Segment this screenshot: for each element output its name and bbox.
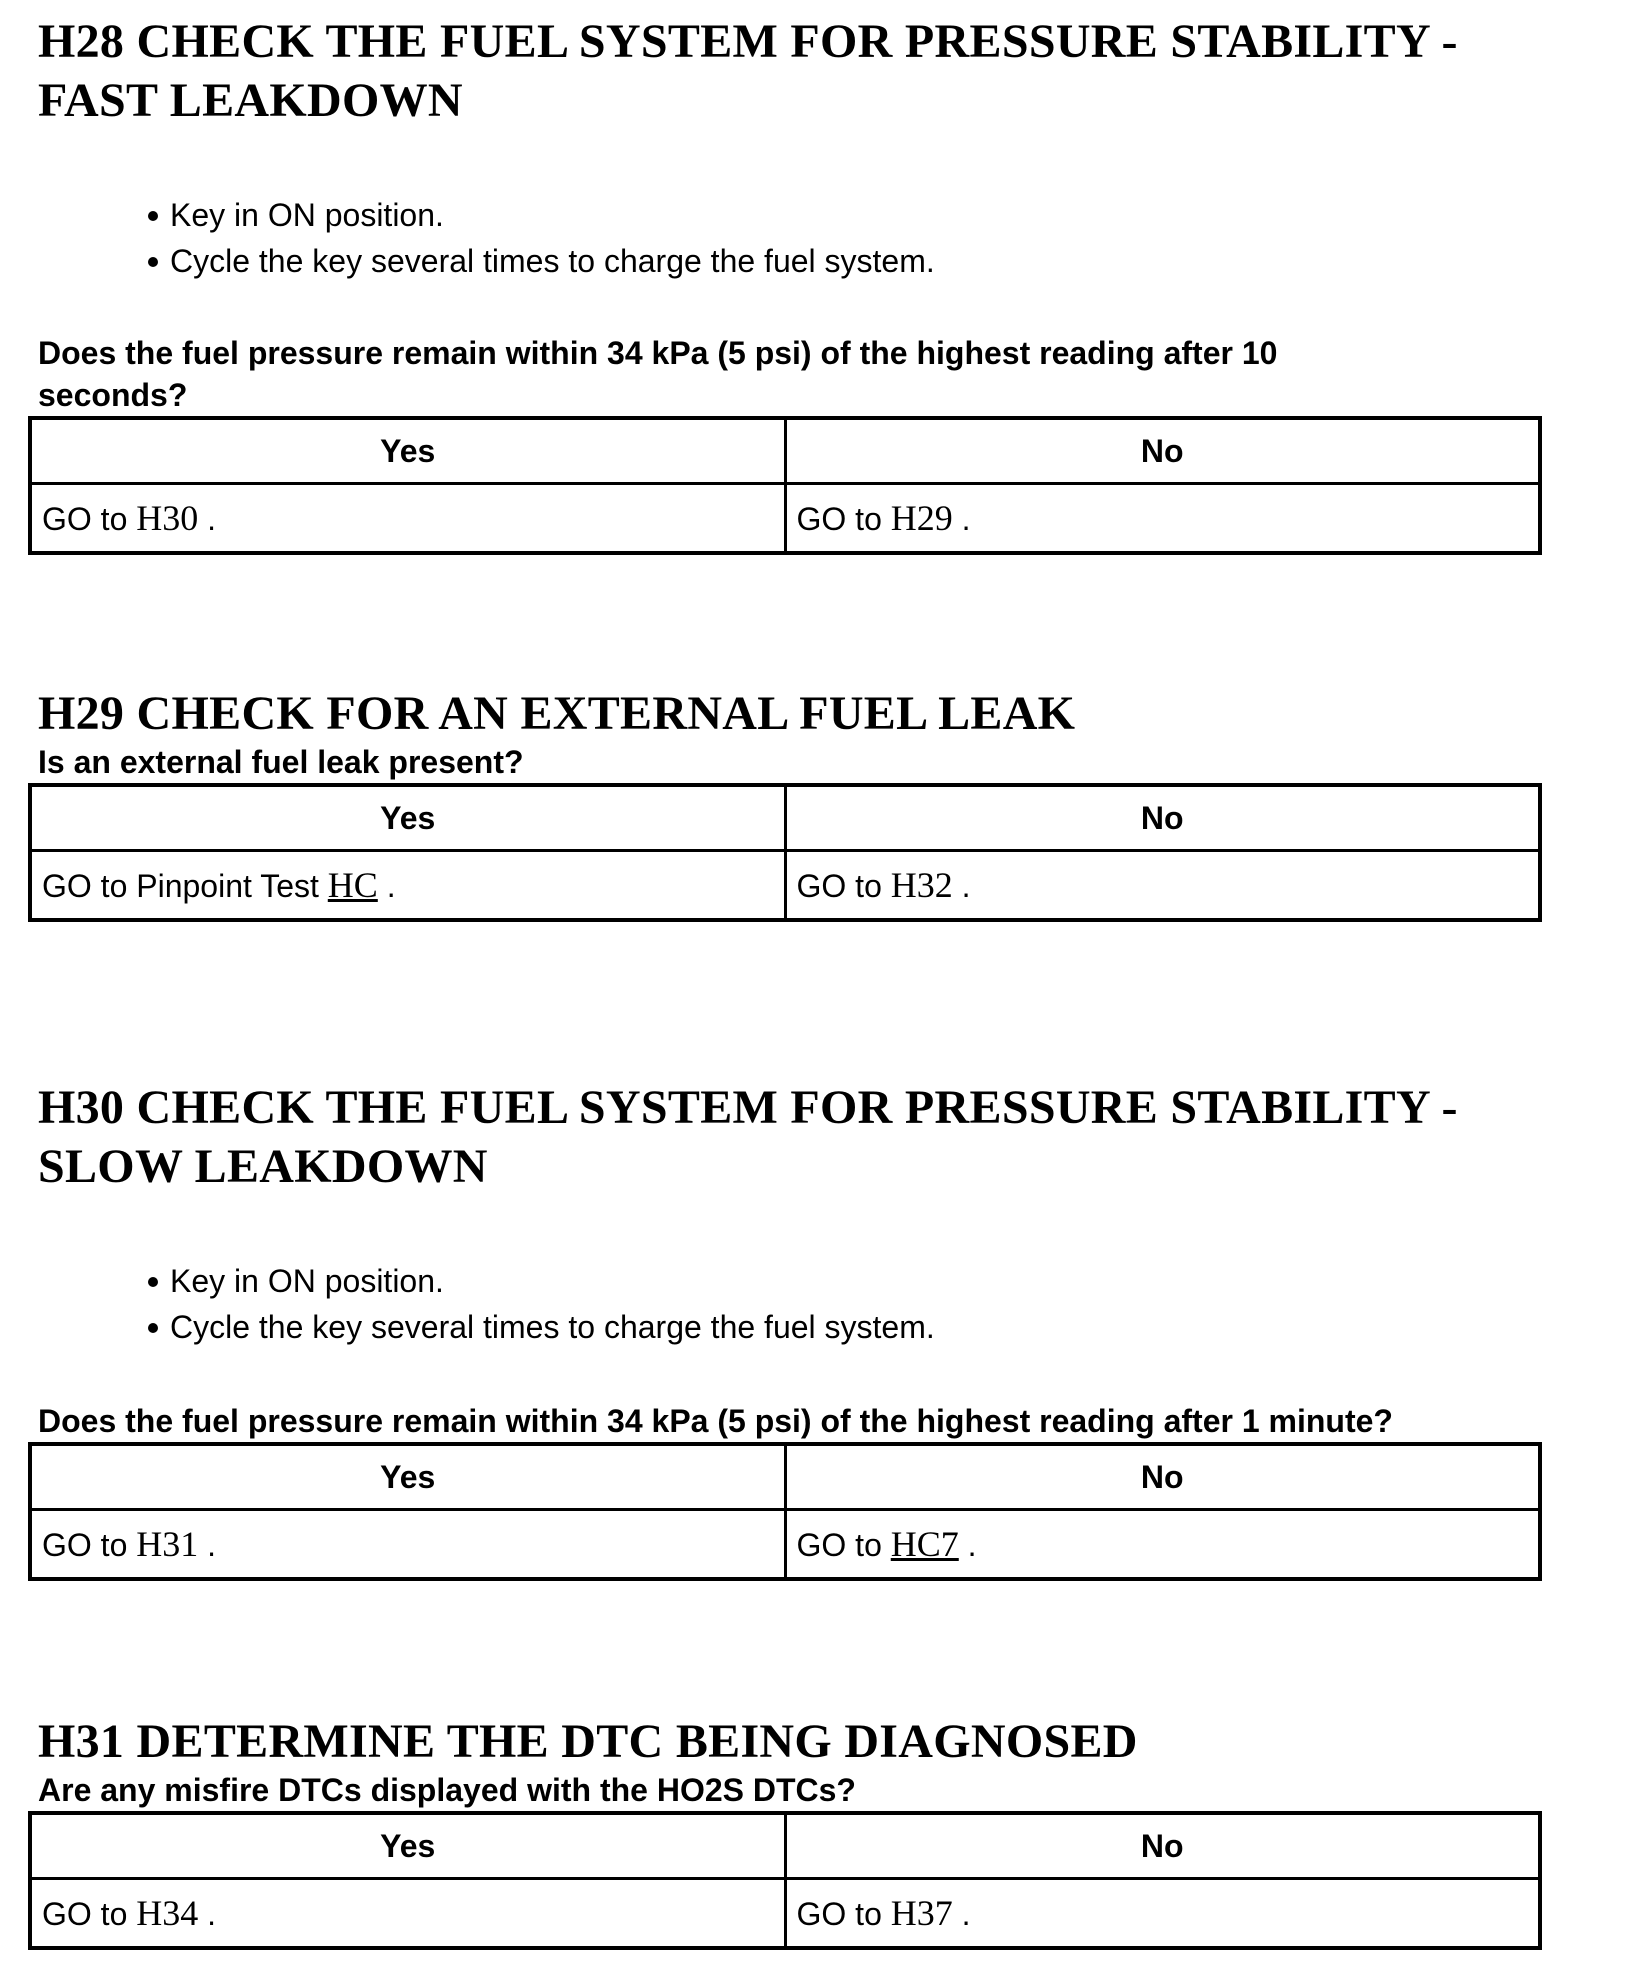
step-title-line: SLOW LEAKDOWN	[38, 1140, 488, 1193]
instruction-text: Key in ON position.	[170, 1263, 444, 1299]
step-title-line: H30 CHECK THE FUEL SYSTEM FOR PRESSURE STABILITY -	[38, 1081, 1458, 1134]
step-h30	[38, 1078, 1638, 1581]
step-title-line: H31 DETERMINE THE DTC BEING DIAGNOSED	[38, 1715, 1138, 1768]
instruction-item	[148, 238, 1638, 284]
no-step-ref: H37	[890, 1893, 953, 1933]
yes-header: Yes	[30, 418, 785, 484]
bullet-icon	[148, 257, 158, 267]
question-line: Are any misfire DTCs displayed with the HO2S DTCs?	[38, 1772, 856, 1808]
answer-table	[28, 783, 1542, 922]
hc7-link[interactable]: HC7	[890, 1524, 959, 1564]
step-title	[38, 1078, 1638, 1196]
no-header: No	[785, 785, 1540, 851]
question-line: Does the fuel pressure remain within 34 kPa (5 psi) of the highest reading after 10	[38, 335, 1278, 371]
no-header: No	[785, 418, 1540, 484]
no-step-ref: H29	[890, 498, 953, 538]
yes-action: GO to Pinpoint Test HC .	[30, 851, 785, 921]
bullet-icon	[148, 1277, 158, 1287]
answer-table	[28, 1442, 1542, 1581]
step-title-line: H29 CHECK FOR AN EXTERNAL FUEL LEAK	[38, 687, 1076, 740]
yes-step-ref: H31	[136, 1524, 199, 1564]
instruction-list	[38, 192, 1638, 284]
step-h29	[38, 684, 1638, 922]
step-h31	[38, 1712, 1638, 1950]
question	[38, 741, 1638, 783]
step-h28	[38, 12, 1638, 555]
answer-table	[28, 416, 1542, 555]
answer-table	[28, 1811, 1542, 1950]
yes-header: Yes	[30, 1813, 785, 1879]
yes-action: GO to H30 .	[30, 484, 785, 554]
yes-step-ref: H30	[136, 498, 199, 538]
yes-header: Yes	[30, 1444, 785, 1510]
instruction-item	[148, 192, 1638, 238]
instruction-list	[38, 1258, 1638, 1350]
step-title	[38, 684, 1638, 743]
step-title	[38, 12, 1638, 130]
pinpoint-test-hc-link[interactable]: HC	[327, 865, 378, 905]
question	[38, 1769, 1638, 1811]
bullet-icon	[148, 1323, 158, 1333]
question	[38, 1400, 1638, 1442]
no-step-ref: H32	[890, 865, 953, 905]
instruction-text: Cycle the key several times to charge the fuel system.	[170, 243, 935, 279]
step-title-line: FAST LEAKDOWN	[38, 74, 463, 127]
no-header: No	[785, 1444, 1540, 1510]
instruction-text: Key in ON position.	[170, 197, 444, 233]
no-action: GO to HC7 .	[785, 1510, 1540, 1580]
yes-action: GO to H34 .	[30, 1879, 785, 1949]
question-line: Is an external fuel leak present?	[38, 744, 524, 780]
question-line: Does the fuel pressure remain within 34 kPa (5 psi) of the highest reading after 1 minute?	[38, 1403, 1393, 1439]
instruction-item	[148, 1258, 1638, 1304]
bullet-icon	[148, 211, 158, 221]
yes-header: Yes	[30, 785, 785, 851]
question-line: seconds?	[38, 377, 188, 413]
question	[38, 332, 1638, 416]
instruction-text: Cycle the key several times to charge the fuel system.	[170, 1309, 935, 1345]
no-header: No	[785, 1813, 1540, 1879]
instruction-item	[148, 1304, 1638, 1350]
yes-step-ref: H34	[136, 1893, 199, 1933]
no-action: GO to H37 .	[785, 1879, 1540, 1949]
step-title-line: H28 CHECK THE FUEL SYSTEM FOR PRESSURE STABILITY -	[38, 15, 1458, 68]
step-title	[38, 1712, 1638, 1771]
no-action: GO to H29 .	[785, 484, 1540, 554]
yes-action: GO to H31 .	[30, 1510, 785, 1580]
no-action: GO to H32 .	[785, 851, 1540, 921]
